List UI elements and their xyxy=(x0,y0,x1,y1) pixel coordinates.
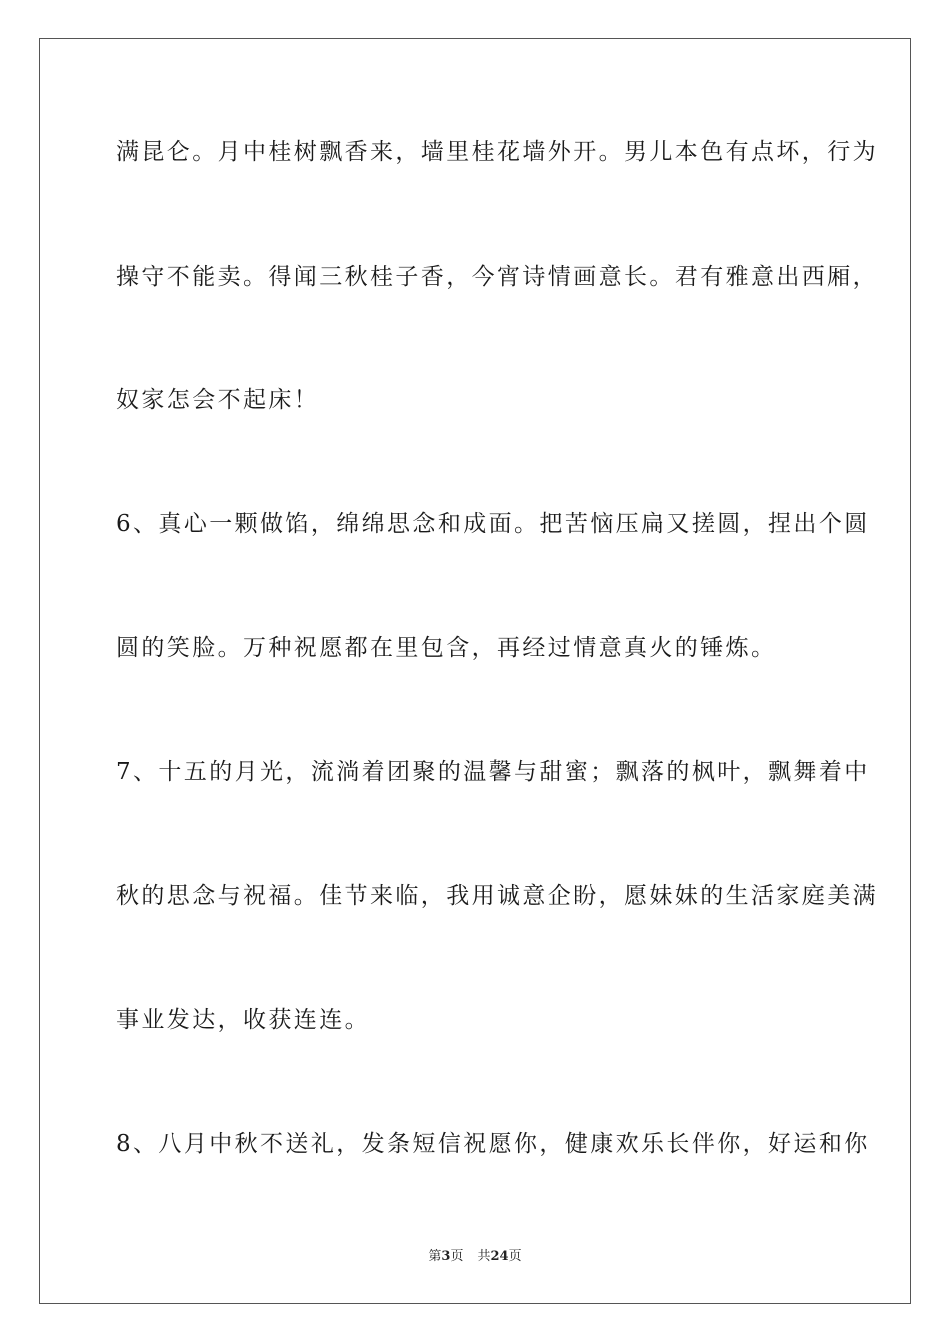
text-line: 操守不能卖。得闻三秋桂子香，今宵诗情画意长。君有雅意出西厢， xyxy=(116,264,878,290)
text-line: 6、真心一颗做馅，绵绵思念和成面。把苦恼压扁又搓圆，捏出个圆 xyxy=(116,511,870,537)
text-line: 8、八月中秋不送礼，发条短信祝愿你，健康欢乐长伴你，好运和你 xyxy=(116,1131,870,1157)
text-line: 秋的思念与祝福。佳节来临，我用诚意企盼，愿妹妹的生活家庭美满 xyxy=(116,883,878,909)
text-line: 奴家怎会不起床！ xyxy=(116,387,320,413)
text-line: 7、十五的月光，流淌着团聚的温馨与甜蜜；飘落的枫叶，飘舞着中 xyxy=(116,759,870,785)
text-line: 满昆仑。月中桂树飘香来，墙里桂花墙外开。男儿本色有点坏，行为 xyxy=(116,139,878,165)
text-line: 事业发达，收获连连。 xyxy=(116,1007,370,1033)
total-prefix: 共 xyxy=(477,1249,491,1264)
text-line: 圆的笑脸。万种祝愿都在里包含，再经过情意真火的锤炼。 xyxy=(116,635,777,661)
total-suffix: 页 xyxy=(508,1249,522,1264)
current-page-number: 3 xyxy=(441,1249,451,1264)
page-footer xyxy=(0,1248,950,1266)
page-prefix: 第 xyxy=(428,1249,442,1264)
page-border xyxy=(39,38,911,1304)
total-page-number: 24 xyxy=(490,1249,509,1264)
page-suffix: 页 xyxy=(450,1249,464,1264)
